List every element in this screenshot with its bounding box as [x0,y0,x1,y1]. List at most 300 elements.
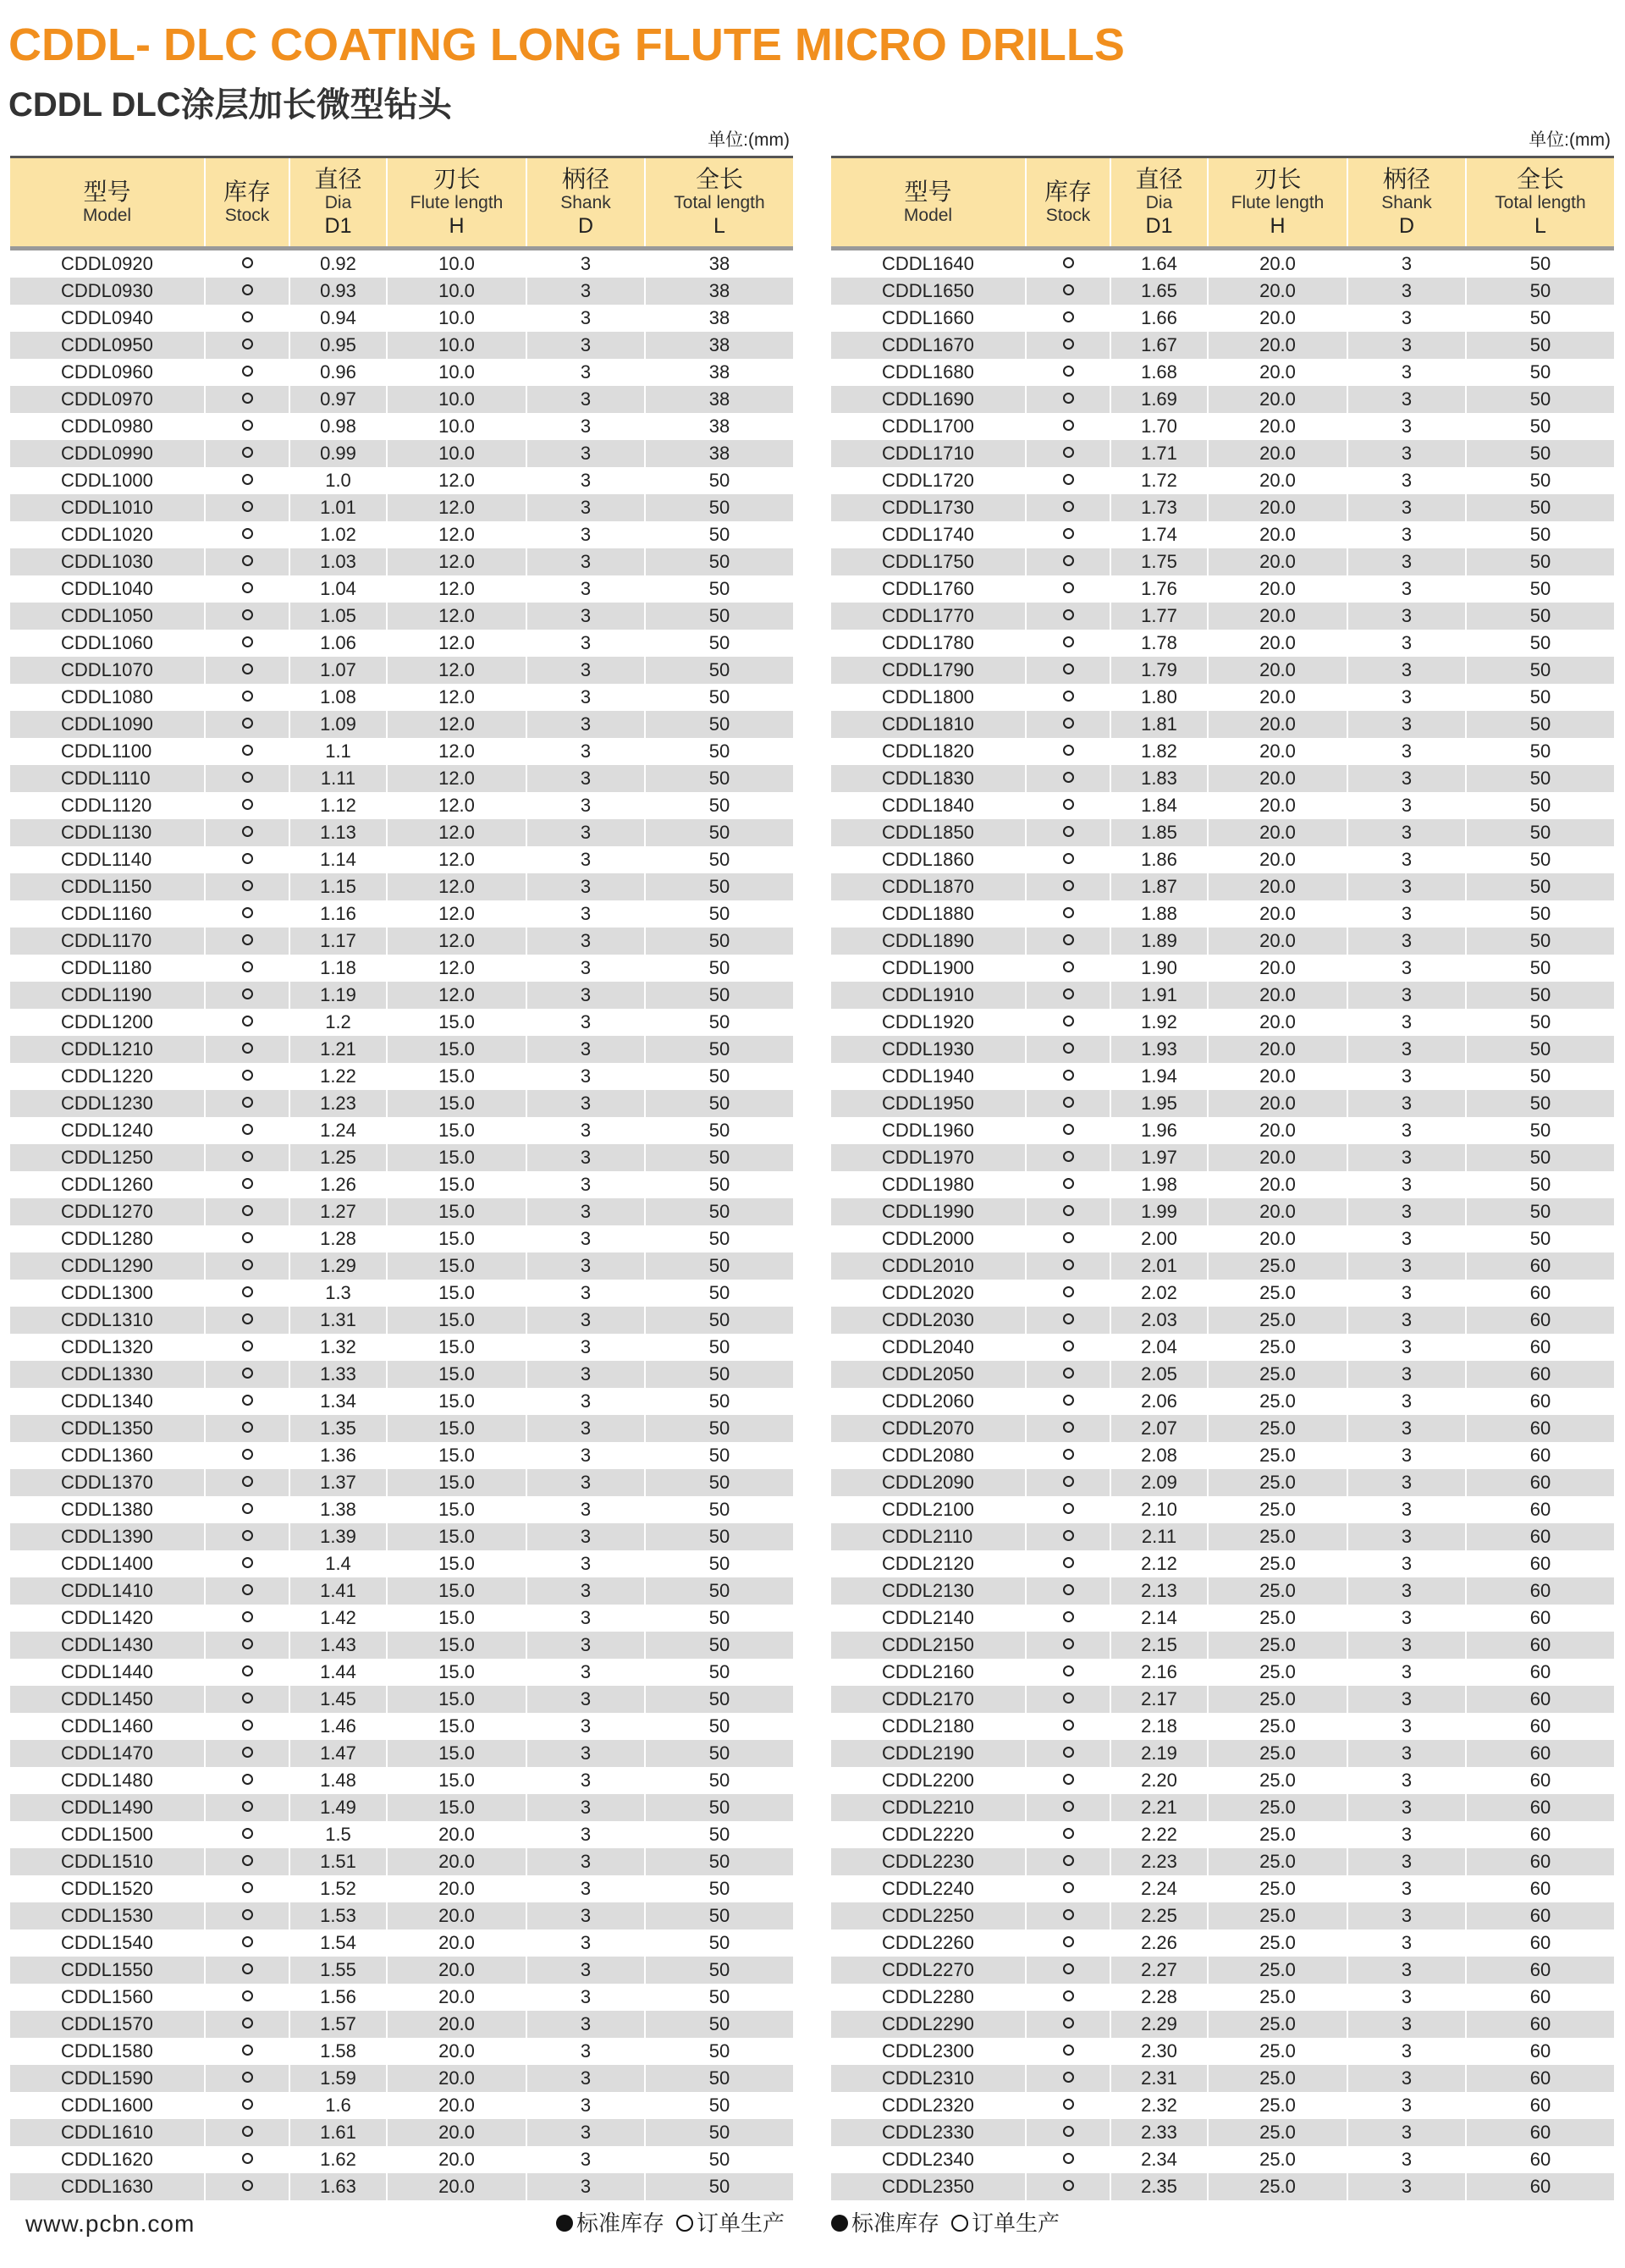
model-cell: CDDL1070 [10,657,205,684]
flute-length-cell: 12.0 [387,494,526,521]
flute-length-cell: 10.0 [387,305,526,332]
table-row [831,1550,1614,1577]
total-length-cell: 60 [1529,1878,1551,1899]
table-row [10,1144,793,1171]
stock-cell [205,2038,289,2065]
model-cell: CDDL1400 [10,1550,205,1577]
table-row [10,413,793,440]
table-row [831,1686,1614,1713]
table-row [10,1225,793,1252]
dia-cell: 1.59 [289,2065,387,2092]
model-cell: CDDL1320 [10,1334,205,1361]
model-cell: CDDL1000 [10,467,205,494]
stock-cell [205,249,289,278]
dia-cell: 2.04 [1110,1334,1208,1361]
total-length-cell: 50 [708,1607,730,1628]
stock-cell [205,1144,289,1171]
open-circle-icon [1063,1340,1074,1351]
shank-cell: 3 [1347,1875,1466,1902]
open-circle-icon [1063,1611,1074,1622]
open-circle-icon [1063,366,1074,377]
total-length-cell: 60 [1529,1688,1551,1709]
table-row [831,1252,1614,1280]
shank-cell: 3 [526,900,645,928]
stock-cell [1026,1523,1110,1550]
total-length-cell: 38 [708,416,730,437]
flute-length-cell: 15.0 [387,1523,526,1550]
flute-length-cell: 15.0 [387,1794,526,1821]
stock-cell [205,765,289,792]
flute-length-cell: 15.0 [387,1334,526,1361]
dia-cell: 1.77 [1110,603,1208,630]
total-length-cell: 50 [708,1770,730,1791]
model-cell: CDDL1300 [10,1280,205,1307]
model-cell: CDDL1170 [10,928,205,955]
shank-cell: 3 [1347,1388,1466,1415]
open-circle-icon [1063,2153,1074,2164]
open-circle-icon [1063,1557,1074,1568]
flute-length-cell: 20.0 [1208,359,1347,386]
open-circle-icon [242,2045,253,2056]
table-row [10,2092,793,2119]
open-circle-icon [1063,2072,1074,2083]
stock-cell [205,1577,289,1605]
open-circle-icon [242,772,253,783]
total-length-cell: 50 [708,470,730,491]
open-circle-icon [1063,1422,1074,1433]
open-circle-icon [242,1530,253,1541]
total-length-cell: 50 [708,903,730,924]
flute-length-cell: 15.0 [387,1090,526,1117]
stock-cell [205,413,289,440]
total-length-cell: 50 [708,578,730,599]
total-length-cell: 50 [708,1986,730,2007]
total-length-cell: 50 [708,686,730,707]
dia-cell: 1.87 [1110,873,1208,900]
dia-cell: 1.79 [1110,657,1208,684]
model-cell: CDDL2050 [831,1361,1026,1388]
table-row [10,2119,793,2146]
stock-cell [1026,1009,1110,1036]
model-cell: CDDL1050 [10,603,205,630]
open-circle-icon [242,311,253,322]
flute-length-cell: 25.0 [1208,2011,1347,2038]
total-length-cell: 60 [1529,1634,1551,1655]
table-row [831,359,1614,386]
open-circle-icon [1063,1693,1074,1704]
table-row [831,2119,1614,2146]
dia-cell: 1.92 [1110,1009,1208,1036]
dia-cell: 1.47 [289,1740,387,1767]
model-cell: CDDL1520 [10,1875,205,1902]
dia-cell: 1.53 [289,1902,387,1929]
total-length-cell: 50 [708,2067,730,2089]
stock-cell [205,305,289,332]
shank-cell: 3 [526,1361,645,1388]
total-length-cell: 50 [1529,253,1551,274]
dia-cell: 1.0 [289,467,387,494]
shank-cell: 3 [526,2038,645,2065]
flute-length-cell: 25.0 [1208,1902,1347,1929]
stock-cell [205,2065,289,2092]
shank-cell: 3 [526,792,645,819]
table-row [831,846,1614,873]
flute-length-cell: 20.0 [387,2065,526,2092]
legend-standard-label: 标准库存 [851,2210,940,2236]
flute-length-cell: 15.0 [387,1415,526,1442]
flute-length-cell: 20.0 [1208,413,1347,440]
dia-cell: 1.09 [289,711,387,738]
table-row [10,1875,793,1902]
dia-cell: 2.11 [1110,1523,1208,1550]
flute-length-cell: 20.0 [1208,873,1347,900]
model-cell: CDDL1590 [10,2065,205,2092]
stock-cell [1026,386,1110,413]
total-length-cell: 50 [708,1147,730,1168]
dia-cell: 1.2 [289,1009,387,1036]
shank-cell: 3 [1347,1848,1466,1875]
open-circle-icon [242,1611,253,1622]
table-body [831,249,1614,2201]
flute-length-cell: 25.0 [1208,2092,1347,2119]
shank-cell: 3 [1347,1036,1466,1063]
dia-cell: 1.65 [1110,278,1208,305]
shank-cell: 3 [1347,1659,1466,1686]
stock-cell [205,1929,289,1957]
flute-length-cell: 12.0 [387,955,526,982]
table-row [10,2146,793,2173]
stock-cell [1026,603,1110,630]
dia-cell: 1.67 [1110,332,1208,359]
stock-cell [1026,575,1110,603]
shank-cell: 3 [1347,1523,1466,1550]
stock-cell [205,2092,289,2119]
stock-cell [1026,2119,1110,2146]
dia-cell: 0.93 [289,278,387,305]
total-length-cell: 60 [1529,1553,1551,1574]
flute-length-cell: 12.0 [387,548,526,575]
stock-cell [205,332,289,359]
shank-cell: 3 [1347,1550,1466,1577]
flute-length-cell: 25.0 [1208,1334,1347,1361]
table-row [831,1984,1614,2011]
dia-cell: 1.93 [1110,1036,1208,1063]
stock-cell [205,1198,289,1225]
stock-cell [205,1523,289,1550]
table-row [10,1957,793,1984]
total-length-cell: 60 [1529,1851,1551,1872]
dia-cell: 2.24 [1110,1875,1208,1902]
shank-cell: 3 [1347,1984,1466,2011]
table-row [10,1117,793,1144]
model-cell: CDDL1680 [831,359,1026,386]
table-row [10,2065,793,2092]
open-circle-icon [242,1124,253,1135]
total-length-cell: 50 [708,1390,730,1412]
open-circle-icon [242,907,253,918]
header-total-length: 全长 Total length L [1466,157,1614,249]
total-length-cell: 50 [708,1905,730,1926]
table-row [831,955,1614,982]
flute-length-cell: 20.0 [1208,249,1347,278]
open-circle-icon [242,1449,253,1460]
model-cell: CDDL1020 [10,521,205,548]
flute-length-cell: 12.0 [387,467,526,494]
shank-cell: 3 [526,1144,645,1171]
dia-cell: 1.49 [289,1794,387,1821]
stock-cell [205,1009,289,1036]
total-length-cell: 50 [708,1472,730,1493]
flute-length-cell: 10.0 [387,440,526,467]
model-cell: CDDL1450 [10,1686,205,1713]
stock-cell [205,900,289,928]
shank-cell: 3 [526,1929,645,1957]
stock-cell [205,1957,289,1984]
open-circle-icon [242,1693,253,1704]
table-row [10,1686,793,1713]
table-row [831,1577,1614,1605]
flute-length-cell: 15.0 [387,1036,526,1063]
stock-cell [1026,249,1110,278]
table-row [831,630,1614,657]
open-circle-icon [1063,1097,1074,1108]
shank-cell: 3 [526,2065,645,2092]
dia-cell: 2.23 [1110,1848,1208,1875]
stock-cell [1026,332,1110,359]
stock-cell [1026,467,1110,494]
flute-length-cell: 20.0 [387,2038,526,2065]
open-circle-icon [1063,339,1074,350]
dia-cell: 1.32 [289,1334,387,1361]
table-row [10,1929,793,1957]
stock-cell [205,1496,289,1523]
flute-length-cell: 20.0 [1208,1117,1347,1144]
model-cell: CDDL0980 [10,413,205,440]
dia-cell: 1.42 [289,1605,387,1632]
flute-length-cell: 20.0 [1208,955,1347,982]
flute-length-cell: 25.0 [1208,1442,1347,1469]
flute-length-cell: 25.0 [1208,1307,1347,1334]
flute-length-cell: 25.0 [1208,1496,1347,1523]
table-row [10,630,793,657]
dia-cell: 1.98 [1110,1171,1208,1198]
flute-length-cell: 20.0 [1208,630,1347,657]
model-cell: CDDL1010 [10,494,205,521]
page-subtitle: CDDL DLC涂层加长微型钻头 [8,86,452,124]
stock-cell [1026,2092,1110,2119]
table-row [831,684,1614,711]
total-length-cell: 50 [1529,903,1551,924]
table-row [831,711,1614,738]
table-row [10,765,793,792]
open-circle-icon [1063,1043,1074,1054]
stock-cell [205,982,289,1009]
dia-cell: 1.45 [289,1686,387,1713]
shank-cell: 3 [1347,1225,1466,1252]
shank-cell: 3 [526,2092,645,2119]
model-cell: CDDL1530 [10,1902,205,1929]
shank-cell: 3 [1347,1198,1466,1225]
total-length-cell: 60 [1529,1445,1551,1466]
table-row [831,249,1614,278]
flute-length-cell: 20.0 [1208,792,1347,819]
shank-cell: 3 [526,332,645,359]
model-cell: CDDL1030 [10,548,205,575]
dia-cell: 1.64 [1110,249,1208,278]
open-circle-icon [1063,988,1074,999]
flute-length-cell: 15.0 [387,1117,526,1144]
total-length-cell: 60 [1529,1255,1551,1276]
table-row [831,1415,1614,1442]
open-circle-icon [242,1801,253,1812]
dia-cell: 2.12 [1110,1550,1208,1577]
shank-cell: 3 [526,684,645,711]
table-row [10,1496,793,1523]
shank-cell: 3 [1347,819,1466,846]
stock-cell [205,278,289,305]
total-length-cell: 60 [1529,2040,1551,2062]
flute-length-cell: 20.0 [387,1848,526,1875]
stock-cell [1026,1957,1110,1984]
total-length-cell: 60 [1529,2149,1551,2170]
table-row [831,1442,1614,1469]
model-cell: CDDL1540 [10,1929,205,1957]
stock-cell [1026,1442,1110,1469]
flute-length-cell: 15.0 [387,1713,526,1740]
stock-cell [1026,1496,1110,1523]
header-total-length: 全长 Total length L [645,157,793,249]
flute-length-cell: 25.0 [1208,2065,1347,2092]
model-cell: CDDL1120 [10,792,205,819]
dia-cell: 1.08 [289,684,387,711]
open-circle-icon [1063,447,1074,458]
table-row [831,1848,1614,1875]
table-row [10,846,793,873]
open-circle-icon [1063,474,1074,485]
stock-cell [205,1550,289,1577]
stock-cell [1026,1361,1110,1388]
shank-cell: 3 [526,1334,645,1361]
table-row [831,2092,1614,2119]
shank-cell: 3 [1347,1009,1466,1036]
flute-length-cell: 20.0 [1208,1009,1347,1036]
stock-cell [205,1848,289,1875]
shank-cell: 3 [1347,1361,1466,1388]
flute-length-cell: 12.0 [387,792,526,819]
table-row [831,2038,1614,2065]
table-row [831,1280,1614,1307]
flute-length-cell: 20.0 [387,2092,526,2119]
table-row [10,249,793,278]
open-circle-icon [1063,1449,1074,1460]
flute-length-cell: 15.0 [387,1577,526,1605]
stock-cell [1026,494,1110,521]
stock-cell [1026,1929,1110,1957]
shank-cell: 3 [526,765,645,792]
stock-cell [1026,1144,1110,1171]
model-cell: CDDL1100 [10,738,205,765]
model-cell: CDDL1350 [10,1415,205,1442]
total-length-cell: 60 [1529,2095,1551,2116]
shank-cell: 3 [526,386,645,413]
header-shank: 柄径 Shank D [526,157,645,249]
model-cell: CDDL1460 [10,1713,205,1740]
dia-cell: 0.95 [289,332,387,359]
shank-cell: 3 [526,494,645,521]
total-length-cell: 60 [1529,1932,1551,1953]
filled-circle-icon [556,2215,573,2232]
table-row [10,657,793,684]
table-row [831,1957,1614,1984]
flute-length-cell: 10.0 [387,359,526,386]
flute-length-cell: 15.0 [387,1252,526,1280]
total-length-cell: 50 [708,1445,730,1466]
open-circle-icon [242,501,253,512]
dia-cell: 2.15 [1110,1632,1208,1659]
model-cell: CDDL1800 [831,684,1026,711]
open-circle-icon [1063,284,1074,295]
stock-cell [1026,1117,1110,1144]
model-cell: CDDL1280 [10,1225,205,1252]
model-cell: CDDL1580 [10,2038,205,2065]
flute-length-cell: 25.0 [1208,1794,1347,1821]
shank-cell: 3 [526,1848,645,1875]
open-circle-icon [1063,582,1074,593]
stock-cell [205,521,289,548]
total-length-cell: 60 [1529,1905,1551,1926]
open-circle-icon [242,718,253,729]
total-length-cell: 50 [708,551,730,572]
total-length-cell: 50 [708,1661,730,1682]
shank-cell: 3 [526,548,645,575]
flute-length-cell: 20.0 [1208,738,1347,765]
shank-cell: 3 [526,249,645,278]
flute-length-cell: 25.0 [1208,2038,1347,2065]
table-row [831,1334,1614,1361]
dia-cell: 2.27 [1110,1957,1208,1984]
header-stock: 库存 Stock [1026,157,1110,249]
model-cell: CDDL1480 [10,1767,205,1794]
flute-length-cell: 25.0 [1208,1740,1347,1767]
model-cell: CDDL1440 [10,1659,205,1686]
open-circle-icon [242,1665,253,1676]
shank-cell: 3 [526,1252,645,1280]
table-row [10,1063,793,1090]
open-circle-icon [1063,2045,1074,2056]
shank-cell: 3 [526,1767,645,1794]
shank-cell: 3 [1347,2065,1466,2092]
dia-cell: 1.12 [289,792,387,819]
stock-cell [205,494,289,521]
open-circle-icon [1063,1638,1074,1649]
total-length-cell: 38 [708,253,730,274]
shank-cell: 3 [1347,1902,1466,1929]
total-length-cell: 60 [1529,1661,1551,1682]
flute-length-cell: 25.0 [1208,1469,1347,1496]
total-length-cell: 50 [708,740,730,762]
total-length-cell: 50 [708,1526,730,1547]
stock-cell [1026,1767,1110,1794]
stock-cell [1026,1848,1110,1875]
open-circle-icon [242,799,253,810]
open-circle-icon [1063,799,1074,810]
total-length-cell: 60 [1529,1607,1551,1628]
dia-cell: 2.08 [1110,1442,1208,1469]
shank-cell: 3 [526,657,645,684]
total-length-cell: 50 [1529,795,1551,816]
open-circle-icon [1063,934,1074,945]
table-row [831,1605,1614,1632]
